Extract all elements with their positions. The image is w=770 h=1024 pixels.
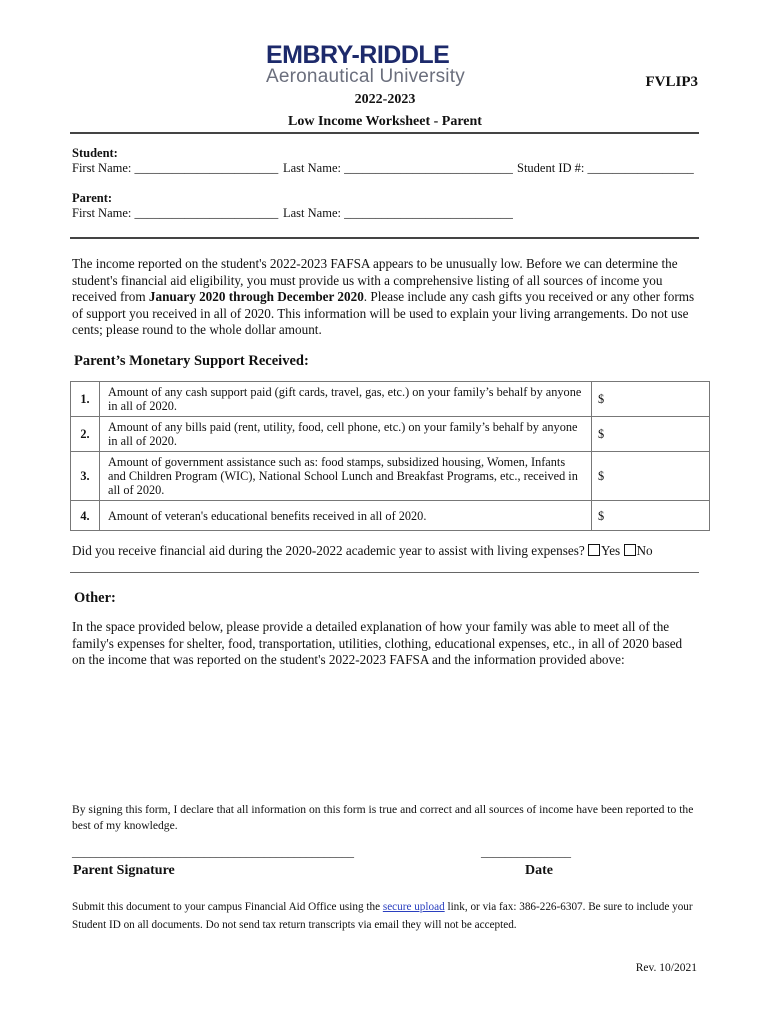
row-description: Amount of any bills paid (rent, utility, food, cell phone, etc.) on your family’s behalf by anyone in all of 2020. xyxy=(100,417,592,452)
secure-upload-link[interactable]: secure upload xyxy=(382,901,445,913)
date-label: Date xyxy=(525,863,553,878)
submit-instructions: Submit this document to your campus Financial Aid Office using the secure upload link, or via fax: 386-226-6307. Be sure to include your Student ID on all documents. Do not send tax return transcripts via email they will not be accepted. xyxy=(72,901,693,931)
financial-aid-question: Did you receive financial aid during the 2020-2022 academic year to assist with living expenses? Yes No xyxy=(72,543,653,558)
other-heading: Other: xyxy=(74,590,116,606)
student-last-name-field[interactable]: Last Name: ___________________________ xyxy=(283,161,513,175)
signature-line[interactable]: _______________________________________________ xyxy=(72,845,354,859)
other-instructions: In the space provided below, please provide a detailed explanation of how your family was able to meet all of the family's expenses for shelter, food, transportation, utilities, clothing, educational expenses, etc., in all of 2020 based on the income that was reported on the student's 2022-2023 FAFSA and the information provided above: xyxy=(72,619,683,667)
amount-field[interactable]: $ xyxy=(592,417,710,452)
title-divider xyxy=(70,132,699,134)
table-row xyxy=(71,382,710,417)
table-row xyxy=(71,501,710,531)
intro-paragraph: The income reported on the student's 2022-2023 FAFSA appears to be unusually low. Before we can determine the student's financial aid eligibility, you must provide us with a comprehensive listing of all sources of income you received from January 2020 through December 2020. Please include any cash gifts you received or any other forms of support you received in all of 2020. This information will be used to explain your living arrangements. Do not use cents; please round to the whole dollar amount. xyxy=(72,256,695,337)
parent-first-name-field[interactable]: First Name: _______________________ xyxy=(72,206,279,220)
form-code: FVLIP3 xyxy=(645,74,698,90)
row-number: 2. xyxy=(71,417,100,452)
support-heading: Parent’s Monetary Support Received: xyxy=(74,353,309,369)
student-id-field[interactable]: Student ID #: _________________ xyxy=(517,161,694,175)
academic-year: 2022-2023 xyxy=(354,92,416,107)
no-checkbox[interactable] xyxy=(624,544,636,556)
explanation-area[interactable] xyxy=(72,690,698,795)
amount-field[interactable]: $ xyxy=(592,452,710,501)
revision-label: Rev. 10/2021 xyxy=(635,962,697,974)
row-description: Amount of any cash support paid (gift cards, travel, gas, etc.) on your family’s behalf by anyone in all of 2020. xyxy=(100,382,592,417)
yes-checkbox[interactable] xyxy=(588,544,600,556)
student-heading: Student: xyxy=(72,146,118,160)
parent-last-name-field[interactable]: Last Name: ___________________________ xyxy=(283,206,513,220)
support-table xyxy=(70,381,710,531)
table-row xyxy=(71,417,710,452)
form-title: Low Income Worksheet - Parent xyxy=(288,114,482,129)
row-description: Amount of veteran's educational benefits received in all of 2020. xyxy=(100,501,592,531)
no-label: No xyxy=(636,543,653,558)
university-logo-subtitle: Aeronautical University xyxy=(266,66,465,87)
university-logo-name: EMBRY-RIDDLE xyxy=(266,41,450,69)
table-row xyxy=(71,452,710,501)
parent-heading: Parent: xyxy=(72,191,113,205)
yes-label: Yes xyxy=(601,543,621,558)
student-first-name-field[interactable]: First Name: _______________________ xyxy=(72,161,279,175)
row-number: 3. xyxy=(71,452,100,501)
row-description: Amount of government assistance such as: food stamps, subsidized housing, Women, Infants and Children Program (WIC), National School Lunch and Breakfast Programs, etc., received in all of 2020. xyxy=(100,452,592,501)
intro-date-range: January 2020 through December 2020 xyxy=(148,289,364,304)
signature-label: Parent Signature xyxy=(73,863,175,878)
declaration-text: By signing this form, I declare that all information on this form is true and correct and all sources of income have been reported to the best of my knowledge. xyxy=(72,803,694,832)
question-divider xyxy=(70,572,699,573)
row-number: 1. xyxy=(71,382,100,417)
date-line[interactable]: _______________ xyxy=(481,845,571,859)
amount-field[interactable]: $ xyxy=(592,501,710,531)
row-number: 4. xyxy=(71,501,100,531)
info-divider xyxy=(70,237,699,239)
amount-field[interactable]: $ xyxy=(592,382,710,417)
